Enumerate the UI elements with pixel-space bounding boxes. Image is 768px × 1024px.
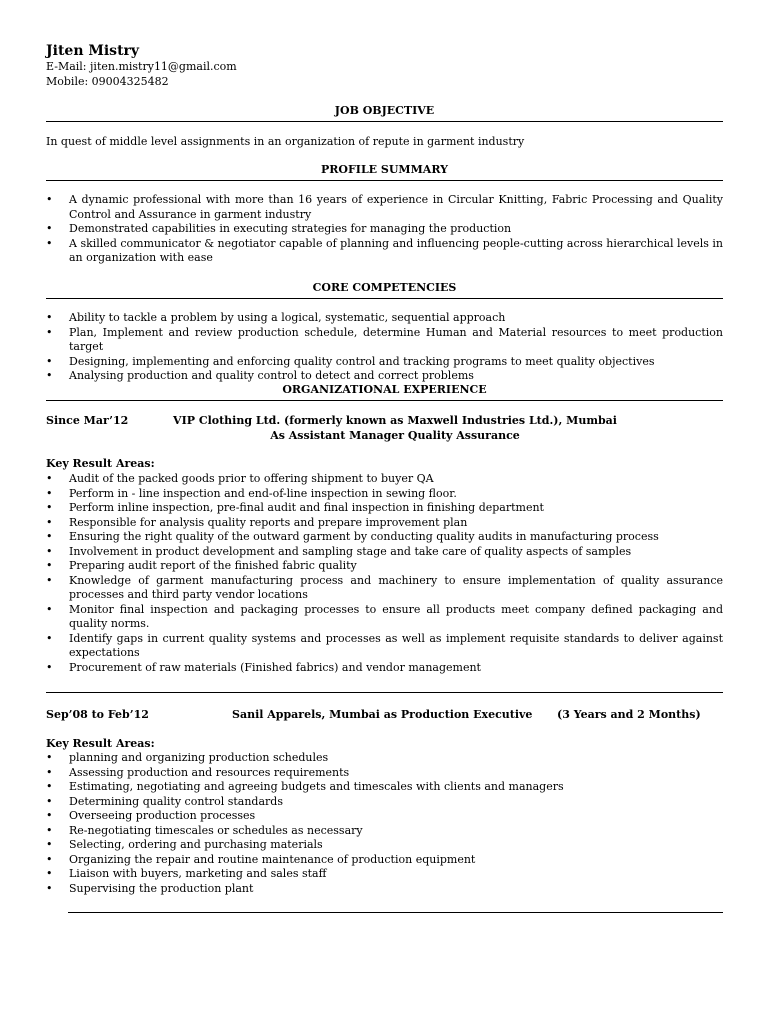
job1-period: Since Mar’12 bbox=[46, 414, 129, 427]
job2-period: Sep’08 to Feb’12 bbox=[46, 708, 149, 721]
list-item: • Liaison with buyers, marketing and sales staff bbox=[46, 867, 723, 882]
core-competencies-heading: CORE COMPETENCIES bbox=[46, 281, 723, 299]
list-item: • Perform in - line inspection and end-of-line inspection in sewing floor. bbox=[46, 487, 723, 502]
list-item: • Plan, Implement and review production schedule, determine Human and Material resources to meet production target bbox=[46, 326, 723, 355]
candidate-name: Jiten Mistry bbox=[46, 43, 140, 59]
email-line: E-Mail: jiten.mistry11@gmail.com bbox=[46, 60, 237, 73]
list-item: • Ability to tackle a problem by using a logical, systematic, sequential approach bbox=[46, 311, 723, 326]
job1-company: VIP Clothing Ltd. (formerly known as Maxwell Industries Ltd.), Mumbai bbox=[173, 414, 617, 427]
job1-role: As Assistant Manager Quality Assurance bbox=[270, 429, 520, 442]
resume-header bbox=[46, 43, 237, 89]
list-item: • planning and organizing production schedules bbox=[46, 751, 723, 766]
profile-summary-list bbox=[46, 193, 723, 266]
list-item: • Estimating, negotiating and agreeing budgets and timescales with clients and managers bbox=[46, 780, 723, 795]
job2-duration: (3 Years and 2 Months) bbox=[557, 708, 701, 721]
mobile-line: Mobile: 09004325482 bbox=[46, 74, 169, 88]
list-item: • Audit of the packed goods prior to offering shipment to buyer QA bbox=[46, 472, 723, 487]
job-objective-text: In quest of middle level assignments in an organization of repute in garment industry bbox=[46, 135, 525, 148]
list-item: • Involvement in product development and sampling stage and take care of quality aspects of samples bbox=[46, 545, 723, 560]
list-item: • A skilled communicator & negotiator capable of planning and influencing people-cutting across hierarchical levels in an organization with ease bbox=[46, 237, 723, 266]
list-item: • Identify gaps in current quality systems and processes as well as implement requisite standards to deliver against expectations bbox=[46, 632, 723, 661]
list-item: • Assessing production and resources requirements bbox=[46, 766, 723, 781]
list-item: • Designing, implementing and enforcing quality control and tracking programs to meet quality objectives bbox=[46, 355, 723, 370]
job2-company: Sanil Apparels, Mumbai as Production Executive bbox=[232, 708, 533, 721]
list-item: • Overseeing production processes bbox=[46, 809, 723, 824]
job2-divider bbox=[68, 912, 723, 913]
list-item: • Organizing the repair and routine maintenance of production equipment bbox=[46, 853, 723, 868]
list-item: • Re-negotiating timescales or schedules as necessary bbox=[46, 824, 723, 839]
list-item: • Selecting, ordering and purchasing materials bbox=[46, 838, 723, 853]
list-item: • Knowledge of garment manufacturing process and machinery to ensure implementation of quality assurance processes and third party vendor locations bbox=[46, 574, 723, 603]
job1-divider bbox=[46, 692, 723, 693]
list-item: • Supervising the production plant bbox=[46, 882, 723, 897]
list-item: • A dynamic professional with more than 16 years of experience in Circular Knitting, Fabric Processing and Quality Control and Assurance in garment industry bbox=[46, 193, 723, 222]
list-item: • Perform inline inspection, pre-final audit and final inspection in finishing department bbox=[46, 501, 723, 516]
list-item: • Preparing audit report of the finished fabric quality bbox=[46, 559, 723, 574]
job2-kra-list bbox=[46, 751, 723, 896]
list-item: • Ensuring the right quality of the outward garment by conducting quality audits in manufacturing process bbox=[46, 530, 723, 545]
core-competencies-list bbox=[46, 311, 723, 384]
profile-summary-heading: PROFILE SUMMARY bbox=[46, 163, 723, 181]
list-item: • Analysing production and quality control to detect and correct problems bbox=[46, 369, 723, 384]
job-objective-heading: JOB OBJECTIVE bbox=[46, 104, 723, 122]
job2-kra-label: Key Result Areas: bbox=[46, 737, 155, 750]
list-item: • Procurement of raw materials (Finished fabrics) and vendor management bbox=[46, 661, 723, 676]
list-item: • Demonstrated capabilities in executing strategies for managing the production bbox=[46, 222, 723, 237]
list-item: • Responsible for analysis quality reports and prepare improvement plan bbox=[46, 516, 723, 531]
job1-kra-label: Key Result Areas: bbox=[46, 457, 155, 470]
job1-kra-list bbox=[46, 472, 723, 675]
list-item: • Monitor final inspection and packaging processes to ensure all products meet company defined packaging and quality norms. bbox=[46, 603, 723, 632]
list-item: • Determining quality control standards bbox=[46, 795, 723, 810]
organizational-experience-heading: ORGANIZATIONAL EXPERIENCE bbox=[46, 383, 723, 401]
